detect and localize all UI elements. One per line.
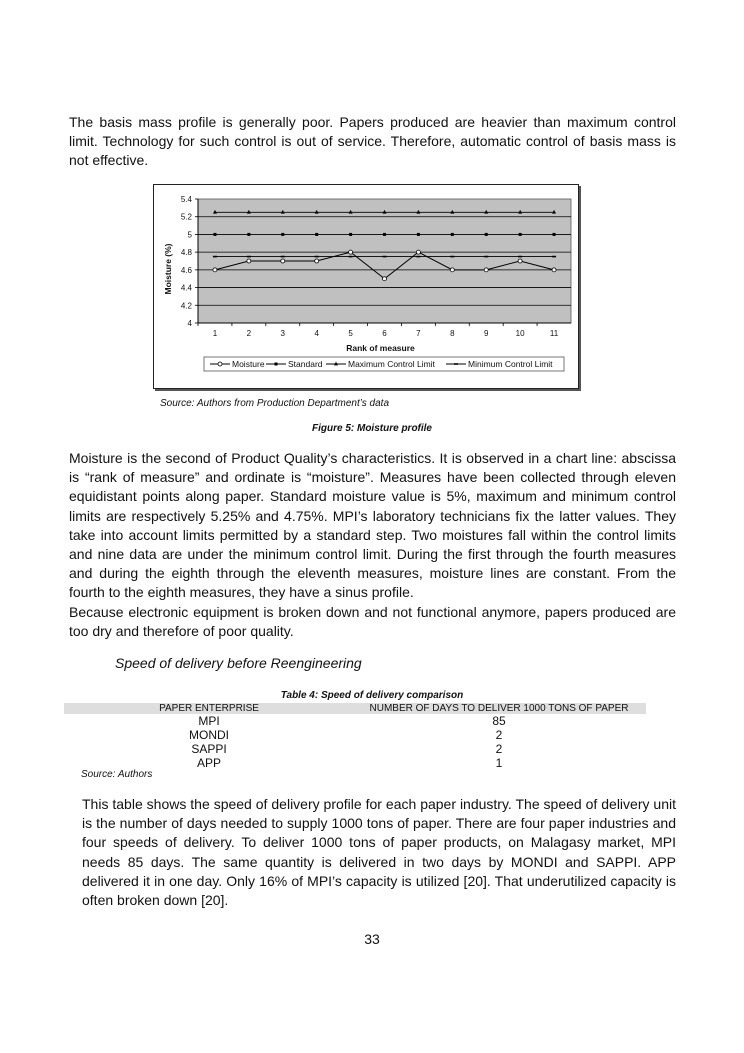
point-moisture <box>281 259 285 263</box>
paragraph-basis-mass: The basis mass profile is generally poor. Papers produced are heavier than maximum control limit. Technology for such control is out of service. Therefore, automatic control of basis mass is not effective. <box>69 114 676 169</box>
table-header-row <box>64 703 646 714</box>
figure-source: Source: Authors from Production Department’s data <box>160 398 390 409</box>
x-axis-label: Rank of measure <box>346 343 415 353</box>
table-row <box>64 756 646 770</box>
y-tick-label: 4 <box>187 319 192 328</box>
x-tick-label: 4 <box>314 329 319 338</box>
point-moisture <box>552 268 556 272</box>
table-header-enterprise: PAPER ENTERPRISE <box>159 703 259 714</box>
legend-label-moisture: Moisture <box>232 359 265 369</box>
table-row <box>64 742 646 756</box>
table-cell-days: 1 <box>495 756 503 770</box>
moisture-chart <box>153 184 579 389</box>
point-moisture <box>349 250 353 254</box>
point-minimum-control-limit <box>213 256 217 258</box>
table-cell-days: 2 <box>495 742 503 756</box>
point-standard <box>451 233 454 236</box>
point-minimum-control-limit <box>518 256 522 258</box>
point-minimum-control-limit <box>383 256 387 258</box>
point-moisture <box>416 250 420 254</box>
point-standard <box>519 233 522 236</box>
x-tick-label: 2 <box>246 329 252 338</box>
point-standard <box>383 233 386 236</box>
point-standard <box>247 233 250 236</box>
point-moisture <box>247 259 251 263</box>
table-row <box>64 728 646 742</box>
point-standard <box>281 233 284 236</box>
point-standard <box>553 233 556 236</box>
point-standard <box>485 233 488 236</box>
x-tick-label: 7 <box>416 329 421 338</box>
point-moisture <box>383 277 387 281</box>
point-moisture <box>518 259 522 263</box>
legend-label-standard: Standard <box>288 359 323 369</box>
legend-marker-moisture <box>218 362 222 366</box>
y-tick-label: 4.4 <box>180 283 192 293</box>
table-source: Source: Authors <box>81 769 153 780</box>
legend-label-maximum-control-limit: Maximum Control Limit <box>348 359 435 369</box>
paragraph-speed-of-delivery: This table shows the speed of delivery profile for each paper industry. The speed of delivery unit is the number of days needed to supply 1000 tons of paper. There are four paper industries and four speeds of delivery. To deliver 1000 tons of paper products, on Malagasy market, MPI needs 85 days. The same quantity is delivered in two days by MONDI and SAPPI. APP delivered it in one day. Only 16% of MPI’s capacity is utilized [20]. That underutilized capacity is often broken down [20]. <box>82 796 676 909</box>
y-tick-label: 4.6 <box>180 265 192 275</box>
x-tick-label: 1 <box>212 329 218 338</box>
y-tick-label: 4.8 <box>180 248 192 258</box>
point-moisture <box>450 268 454 272</box>
y-tick-label: 5 <box>187 230 192 240</box>
point-minimum-control-limit <box>416 256 420 258</box>
point-minimum-control-limit <box>484 256 488 258</box>
delivery-table <box>64 703 646 770</box>
table-cell-enterprise: MPI <box>198 714 220 728</box>
x-tick-label: 5 <box>348 329 353 338</box>
x-tick-label: 6 <box>382 329 387 338</box>
table-cell-enterprise: SAPPI <box>191 742 227 756</box>
point-moisture <box>484 268 488 272</box>
legend-marker-standard <box>275 363 278 366</box>
point-standard <box>417 233 420 236</box>
paragraph-moisture: Moisture is the second of Product Quality’s characteristics. It is observed in a chart line: abscissa is “rank of measure” and ordinate is “moisture”. Measures have been collected through eleven equidistant points along paper. Standard moisture value is 5%, maximum and minimum control limits are respectively 5.25% and 4.75%. MPI’s laboratory technicians fix the latter values. They take into account limits permitted by a standard step. Two moistures fall within the control limits and nine data are under the minimum control limit. During the first through the fourth measures and during the eighth through the eleventh measures, moisture lines are constant. From the fourth to the eighth measures, they have a sinus profile. <box>69 450 676 601</box>
legend-marker-minimum-control-limit <box>454 363 458 365</box>
point-moisture <box>315 259 319 263</box>
table-caption: Table 4: Speed of delivery comparison <box>280 690 464 701</box>
x-tick-label: 3 <box>280 329 285 338</box>
x-tick-label: 8 <box>450 329 455 338</box>
page-number: 33 <box>364 931 380 947</box>
point-standard <box>349 233 352 236</box>
section-heading: Speed of delivery before Reengineering <box>115 655 362 671</box>
x-tick-label: 10 <box>515 329 525 338</box>
point-minimum-control-limit <box>349 256 353 258</box>
point-standard <box>315 233 318 236</box>
point-standard <box>213 233 216 236</box>
figure-caption: Figure 5: Moisture profile <box>311 423 432 434</box>
table-row <box>64 714 646 728</box>
y-axis-label: Moisture (%) <box>163 243 173 295</box>
point-minimum-control-limit <box>281 256 285 258</box>
y-tick-label: 5.2 <box>180 212 192 222</box>
table-cell-enterprise: MONDI <box>189 728 229 742</box>
table-cell-days: 85 <box>492 714 506 728</box>
y-tick-label: 5.4 <box>180 195 192 204</box>
x-tick-label: 9 <box>484 329 489 338</box>
point-minimum-control-limit <box>450 256 454 258</box>
point-moisture <box>213 268 217 272</box>
table-cell-days: 2 <box>495 728 503 742</box>
moisture-chart-svg <box>154 185 578 388</box>
table-cell-enterprise: APP <box>196 756 221 770</box>
legend-label-minimum-control-limit: Minimum Control Limit <box>468 359 553 369</box>
paragraph-electronic-equipment: Because electronic equipment is broken down and not functional anymore, papers produced are too dry and therefore of poor quality. <box>69 604 676 640</box>
point-minimum-control-limit <box>552 256 556 258</box>
point-minimum-control-limit <box>247 256 251 258</box>
x-tick-label: 11 <box>549 329 559 338</box>
y-tick-label: 4.2 <box>180 301 192 311</box>
table-header-days: NUMBER OF DAYS TO DELIVER 1000 TONS OF PAPER <box>369 703 629 714</box>
point-minimum-control-limit <box>315 256 319 258</box>
